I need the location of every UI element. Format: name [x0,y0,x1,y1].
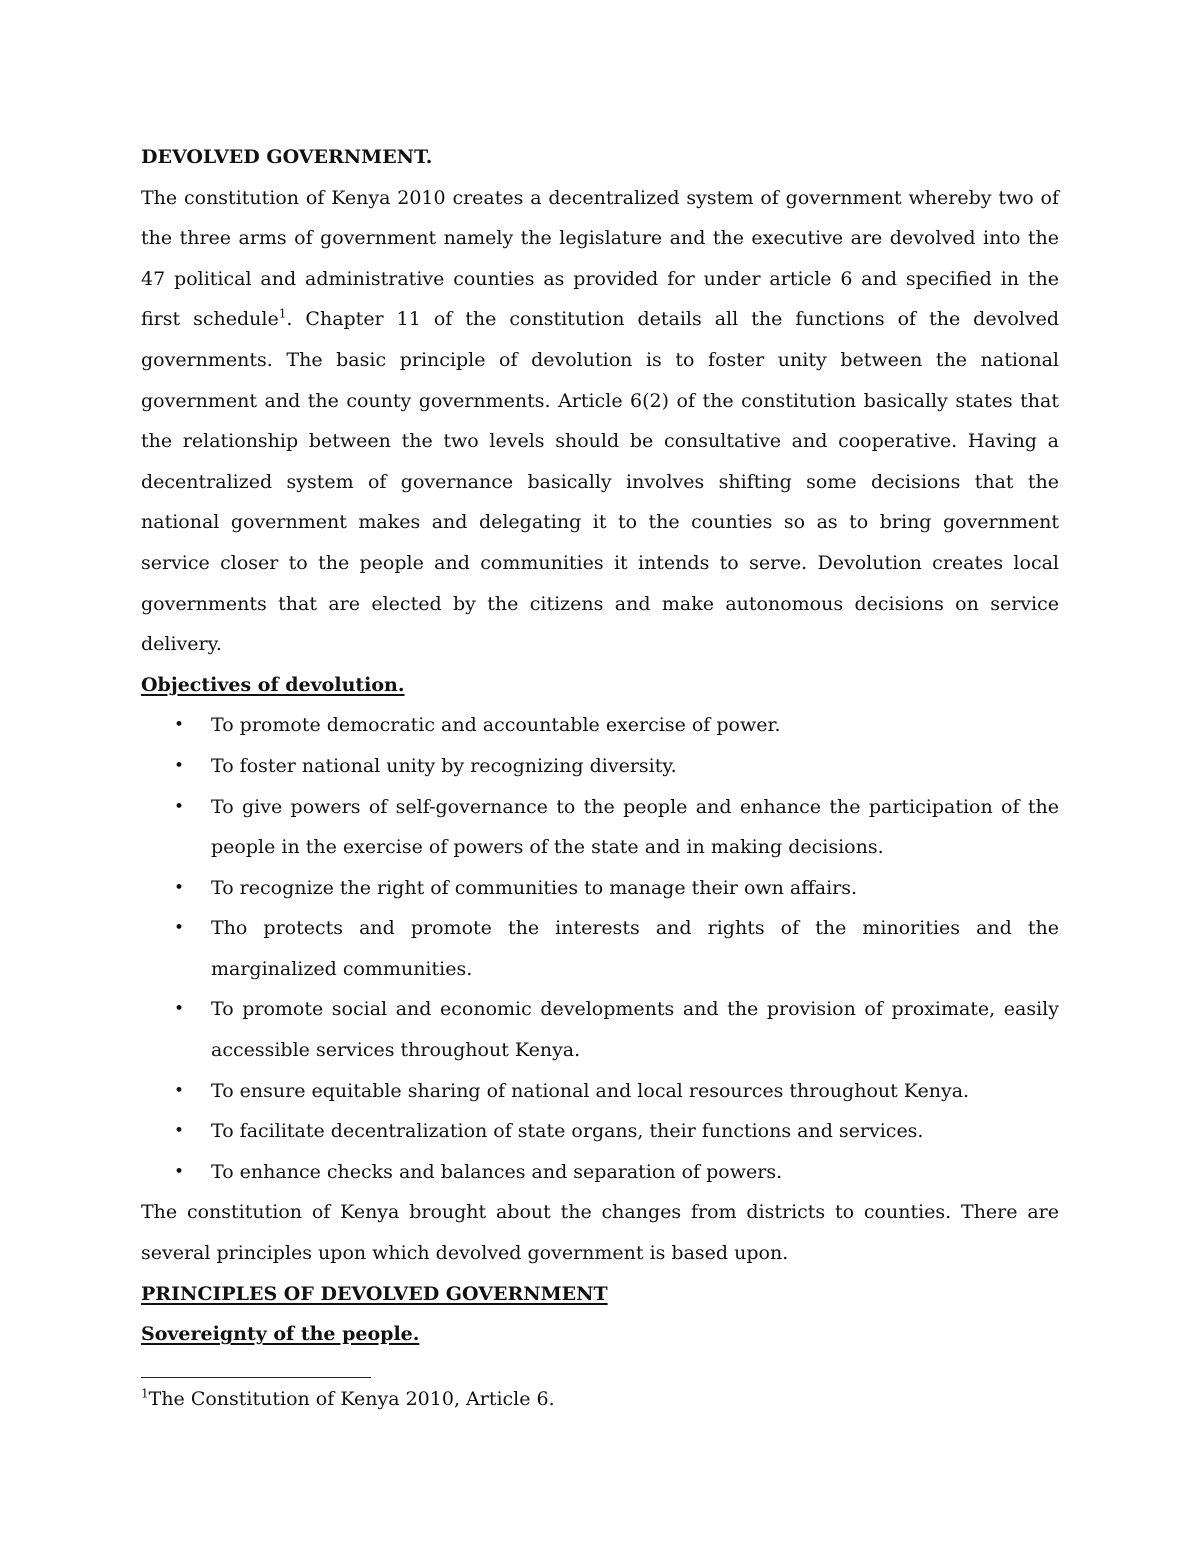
objectives-heading: Objectives of devolution. [141,673,405,696]
intro-paragraph [141,178,1059,665]
bullet-icon: • [174,999,185,1020]
list-item [141,1111,1059,1152]
list-item [141,989,1059,1070]
list-item-text: To give powers of self-governance to the people and enhance the participation of the people in the exercise of powers of the state and in making decisions. [211,795,1059,859]
bullet-icon: • [174,918,185,939]
footnote-mark: 1 [141,1386,149,1401]
bullet-icon: • [174,877,185,898]
list-item-text: Tho protects and promote the interests and rights of the minorities and the marginalized communities. [211,917,1059,980]
bullet-icon: • [174,755,185,776]
list-item [141,1152,1059,1193]
list-item-text: To foster national unity by recognizing diversity. [211,754,677,777]
sovereignty-heading: Sovereignty of the people. [141,1323,420,1346]
bullet-icon: • [174,1121,185,1142]
list-item-text: To promote democratic and accountable exercise of power. [211,714,781,737]
list-item-text: To ensure equitable sharing of national and local resources throughout Kenya. [211,1079,970,1102]
bullet-icon: • [174,796,185,817]
footnote [141,1384,1041,1414]
intro-text-part-1: The constitution of Kenya 2010 creates a decentralized system of government whereby two of the three arms of government namely the legislature and the executive are devolved into the 47 political and administrative counties as provided for under article 6 and specified in the first schedule [141,186,1059,331]
list-item [141,868,1059,909]
footnote-reference: 1 [278,307,287,322]
list-item-text: To promote social and economic developments and the provision of proximate, easily accessible services throughout Kenya. [211,998,1059,1062]
list-item-text: To enhance checks and balances and separation of powers. [211,1160,783,1183]
list-item-text: To recognize the right of communities to manage their own affairs. [211,876,858,899]
list-item [141,705,1059,746]
bullet-icon: • [174,1080,185,1101]
list-item [141,908,1059,989]
list-item [141,787,1059,868]
list-item-text: To facilitate decentralization of state organs, their functions and services. [211,1120,924,1143]
list-item [141,1071,1059,1112]
list-item [141,746,1059,787]
document-body [141,137,1059,1355]
document-title: DEVOLVED GOVERNMENT. [141,146,433,168]
footnote-divider [141,1377,371,1378]
objectives-list [141,705,1059,1192]
intro-text-part-2: . Chapter 11 of the constitution details all the functions of the devolved governments. The basic principle of devolution is to foster unity between the national government and the county governments. Article 6(2) of the constitution basically states that the relationship between the two levels should be consultative and cooperative. Having a decentralized system of governance basically involves shifting some decisions that the national government makes and delegating it to the counties so as to bring government service closer to the people and communities it intends to serve. Devolution creates local governments that are elected by the citizens and make autonomous decisions on service delivery. [141,308,1059,656]
bullet-icon: • [174,715,185,736]
closing-paragraph: The constitution of Kenya brought about the changes from districts to counties. There are several principles upon which devolved government is based upon. [141,1201,1059,1265]
footnote-text: The Constitution of Kenya 2010, Article 6. [148,1388,555,1410]
principles-heading: PRINCIPLES OF DEVOLVED GOVERNMENT [141,1282,608,1305]
bullet-icon: • [174,1161,185,1182]
